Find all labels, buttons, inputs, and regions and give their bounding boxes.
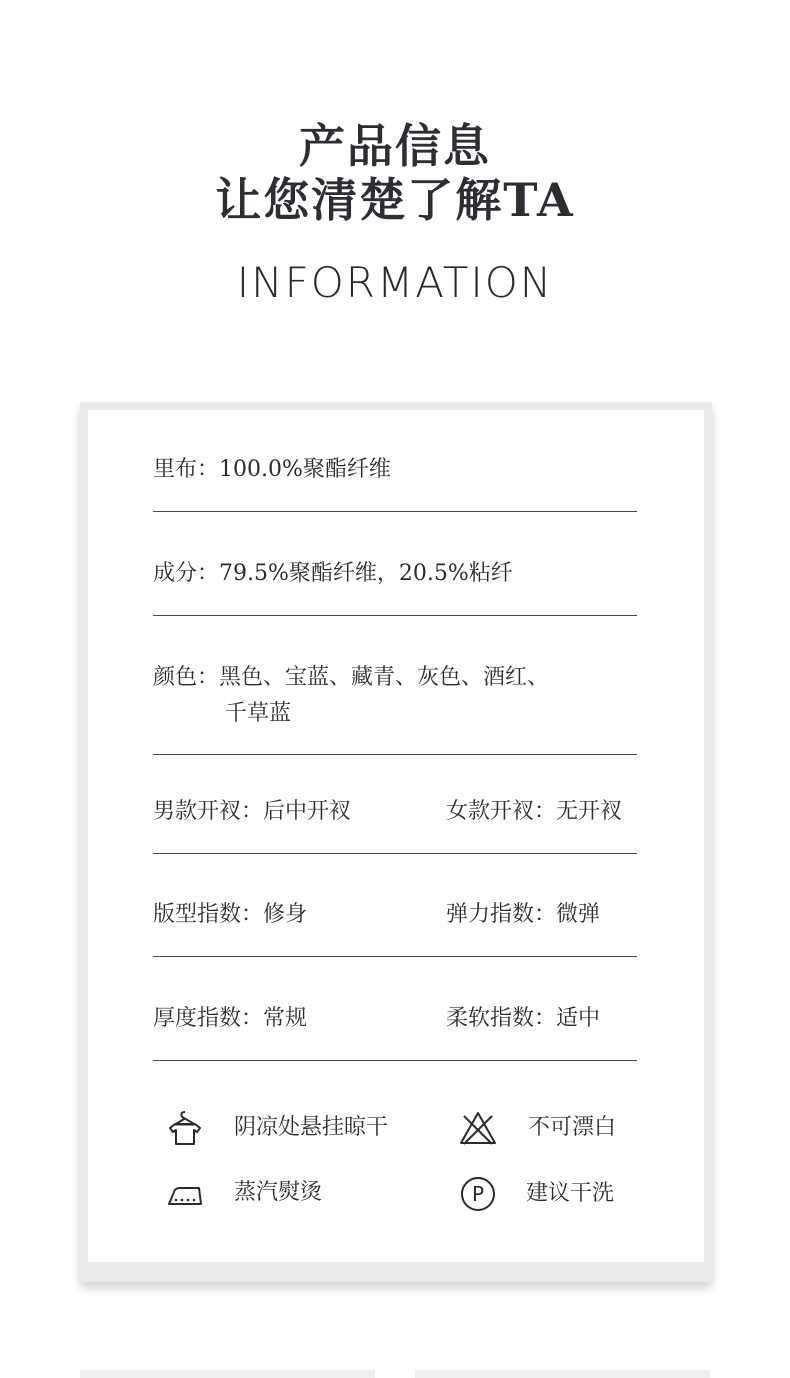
hang-dry-icon [165, 1108, 205, 1148]
page-title-line1: 产品信息 [299, 119, 491, 173]
divider [153, 1060, 637, 1061]
women-vent-text: 女款开衩：无开衩 [446, 799, 623, 824]
stretch-index-text: 弹力指数：微弹 [446, 902, 601, 927]
composition-text: 成分：79.5%聚酯纤维，20.5%粘纤 [153, 561, 513, 586]
next-section-strip-right [415, 1370, 710, 1378]
divider [153, 853, 637, 854]
dry-clean-symbol: P [471, 1182, 485, 1206]
next-section-strip-left [80, 1370, 375, 1378]
no-bleach-text: 不可漂白 [528, 1115, 617, 1140]
steam-iron-icon [165, 1174, 205, 1214]
divider [153, 754, 637, 755]
dry-clean-text: 建议干洗 [526, 1181, 615, 1206]
dry-clean-icon [458, 1174, 498, 1214]
thickness-index-text: 厚度指数：常规 [153, 1006, 308, 1031]
softness-index-text: 柔软指数：适中 [446, 1006, 601, 1031]
information-heading: INFORMATION [236, 258, 554, 307]
divider [153, 511, 637, 512]
fit-index-text: 版型指数：修身 [153, 902, 308, 927]
page-title-line2: 让您清楚了解TA [215, 173, 575, 227]
men-vent-text: 男款开衩：后中开衩 [153, 799, 352, 824]
colors-text-line2: 千草蓝 [225, 701, 292, 726]
lining-text: 里布：100.0%聚酯纤维 [153, 457, 391, 482]
colors-text-line1: 颜色：黑色、宝蓝、藏青、灰色、酒红、 [153, 665, 550, 690]
divider [153, 615, 637, 616]
no-bleach-icon [458, 1108, 498, 1148]
divider [153, 956, 637, 957]
steam-iron-text: 蒸汽熨烫 [234, 1180, 323, 1205]
hang-dry-text: 阴凉处悬挂晾干 [234, 1115, 389, 1140]
